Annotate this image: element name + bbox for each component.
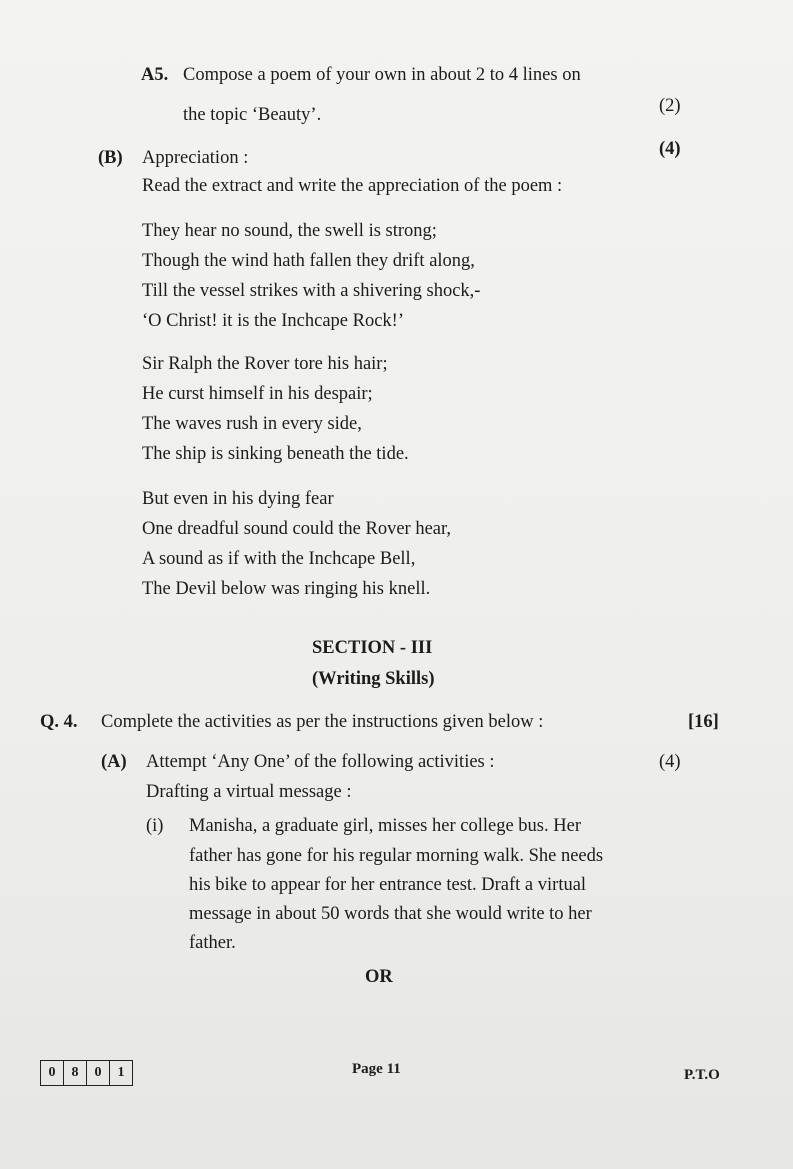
q4-text: Complete the activities as per the instructions given below : (101, 712, 544, 732)
b-title: Appreciation : (142, 148, 249, 168)
code-digit: 8 (64, 1061, 87, 1085)
section-subtitle: (Writing Skills) (312, 669, 435, 689)
poem-line: They hear no sound, the swell is strong; (142, 221, 437, 241)
poem-line: The Devil below was ringing his knell. (142, 579, 431, 599)
q4i-line: message in about 50 words that she would write to her (189, 904, 592, 924)
poem-line: A sound as if with the Inchcape Bell, (142, 549, 416, 569)
q4a-marks: (4) (659, 752, 681, 772)
b-marks: (4) (659, 139, 681, 159)
a5-marks: (2) (659, 96, 681, 116)
a5-line-1: Compose a poem of your own in about 2 to 4 lines on (183, 65, 581, 85)
q4i-line: father has gone for his regular morning walk. She needs (189, 846, 604, 866)
paper-code-box (40, 1060, 133, 1086)
poem-line: But even in his dying fear (142, 489, 334, 509)
poem-line: Sir Ralph the Rover tore his hair; (142, 354, 388, 374)
q4a-subtitle: Drafting a virtual message : (146, 782, 352, 802)
page-number: Page 11 (352, 1061, 401, 1077)
pto-label: P.T.O (684, 1067, 720, 1083)
b-instruction: Read the extract and write the appreciation of the poem : (142, 176, 563, 196)
q4i-line: his bike to appear for her entrance test. Draft a virtual (189, 875, 587, 895)
q4-label: Q. 4. (40, 712, 78, 732)
code-digit: 0 (87, 1061, 110, 1085)
code-digit: 1 (117, 1065, 125, 1080)
poem-line: The ship is sinking beneath the tide. (142, 444, 409, 464)
or-separator: OR (365, 967, 393, 987)
a5-line-2: the topic ‘Beauty’. (183, 105, 322, 125)
q4i-label: (i) (146, 816, 164, 836)
a5-label: A5. (141, 65, 169, 85)
poem-line: He curst himself in his despair; (142, 384, 373, 404)
q4a-text: Attempt ‘Any One’ of the following activities : (146, 752, 495, 772)
poem-line: Though the wind hath fallen they drift along, (142, 251, 475, 271)
poem-line: ‘O Christ! it is the Inchcape Rock!’ (142, 311, 405, 331)
poem-line: One dreadful sound could the Rover hear, (142, 519, 452, 539)
poem-line: Till the vessel strikes with a shivering shock,- (142, 281, 481, 301)
poem-line: The waves rush in every side, (142, 414, 362, 434)
q4-marks: [16] (688, 712, 719, 732)
q4i-line: father. (189, 933, 236, 953)
b-label: (B) (98, 148, 123, 168)
q4a-label: (A) (101, 752, 127, 772)
section-title: SECTION - III (312, 638, 433, 658)
code-digit: 0 (41, 1061, 64, 1085)
q4i-line: Manisha, a graduate girl, misses her college bus. Her (189, 816, 581, 836)
